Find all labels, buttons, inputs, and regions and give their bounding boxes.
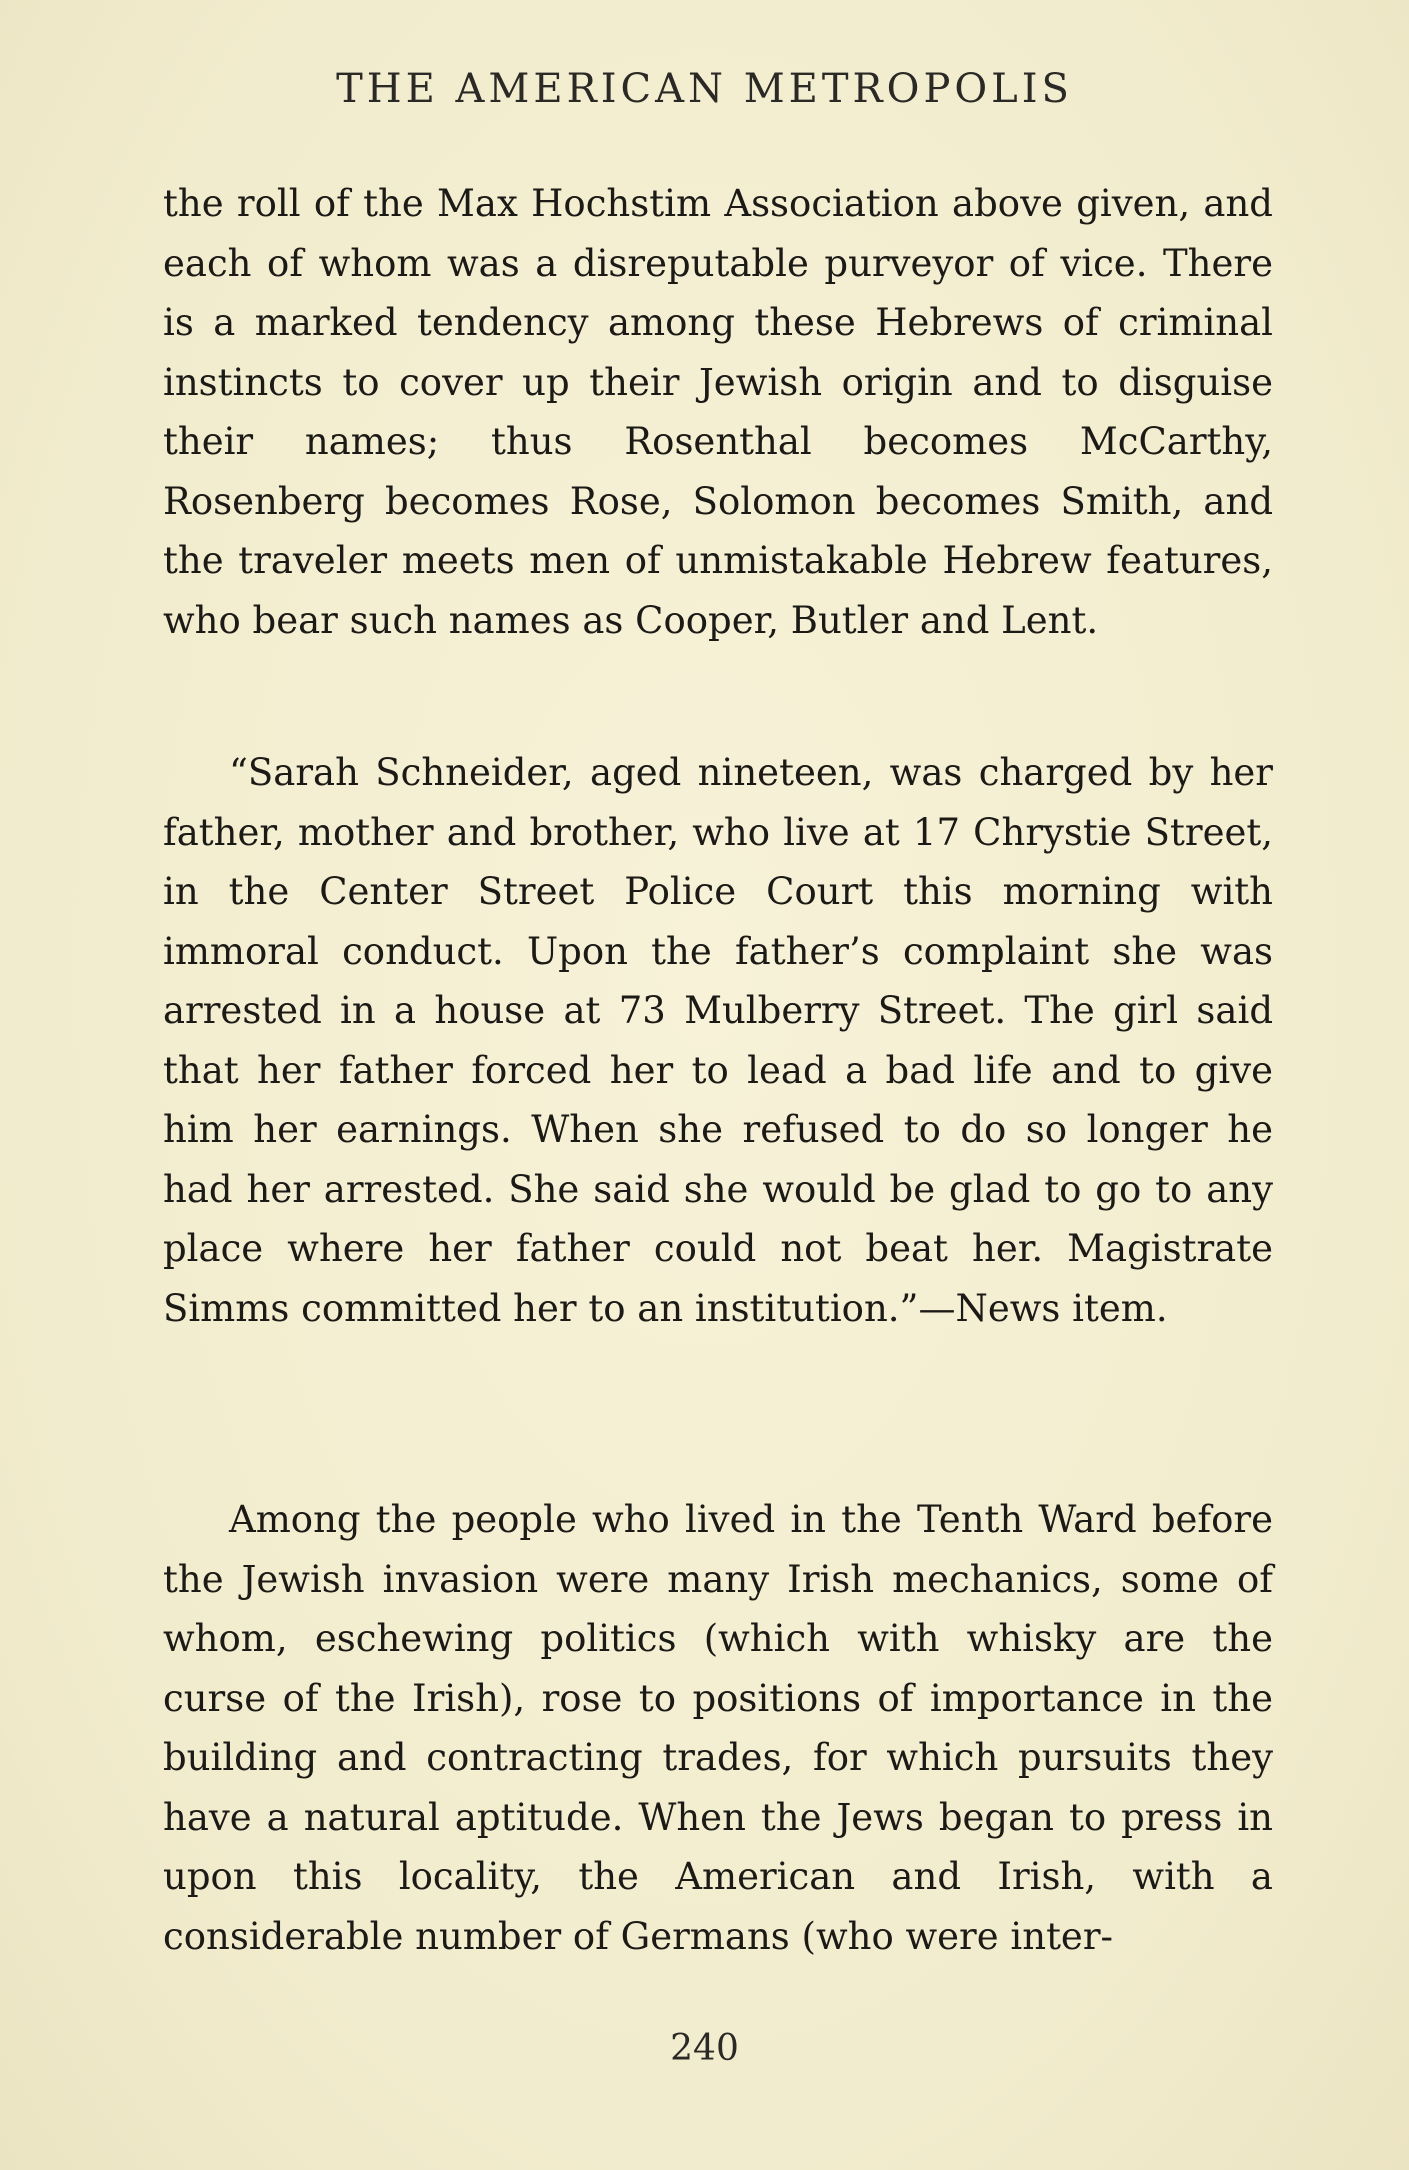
paragraph-text: Among the people who lived in the Tenth Ward before the Jewish invasion were many Irish mechanics, some of whom, eschewing politics (which with whisky are the curse of the Irish), rose to positions of importance in the building and contracting trades, for which pursuits they have a natural aptitude. When the Jews began to press in upon this locality, the American and Irish, with a considerable number of Germans (who were inter- — [163, 1498, 1273, 1958]
running-head: THE AMERICAN METROPOLIS — [336, 66, 1073, 112]
paragraph-tenth-ward — [163, 1490, 1273, 1966]
paragraph-news-quote — [163, 743, 1273, 1338]
paragraph-continuation — [163, 174, 1273, 650]
page-number: 240 — [670, 2028, 739, 2069]
paragraph-text: “Sarah Schneider, aged nineteen, was charged by her father, mother and brother, who live at 17 Chrystie Street, in the Center Street Police Court this morning with immoral conduct. Upon the father’s complaint she was arrested in a house at 73 Mulberry Street. The girl said that her father forced her to lead a bad life and to give him her earnings. When she refused to do so longer he had her arrested. She said she would be glad to go to any place where her father could not beat her. Magistrate Simms committed her to an institution.”—News item. — [163, 751, 1273, 1330]
paragraph-text: the roll of the Max Hochstim Association above given, and each of whom was a disreputable purveyor of vice. There is a marked tendency among these Hebrews of criminal instincts to cover up their Jewish origin and to disguise their names; thus Rosenthal becomes McCarthy, Rosenberg becomes Rose, Solomon becomes Smith, and the traveler meets men of unmistakable Hebrew features, who bear such names as Cooper, Butler and Lent. — [163, 182, 1273, 642]
